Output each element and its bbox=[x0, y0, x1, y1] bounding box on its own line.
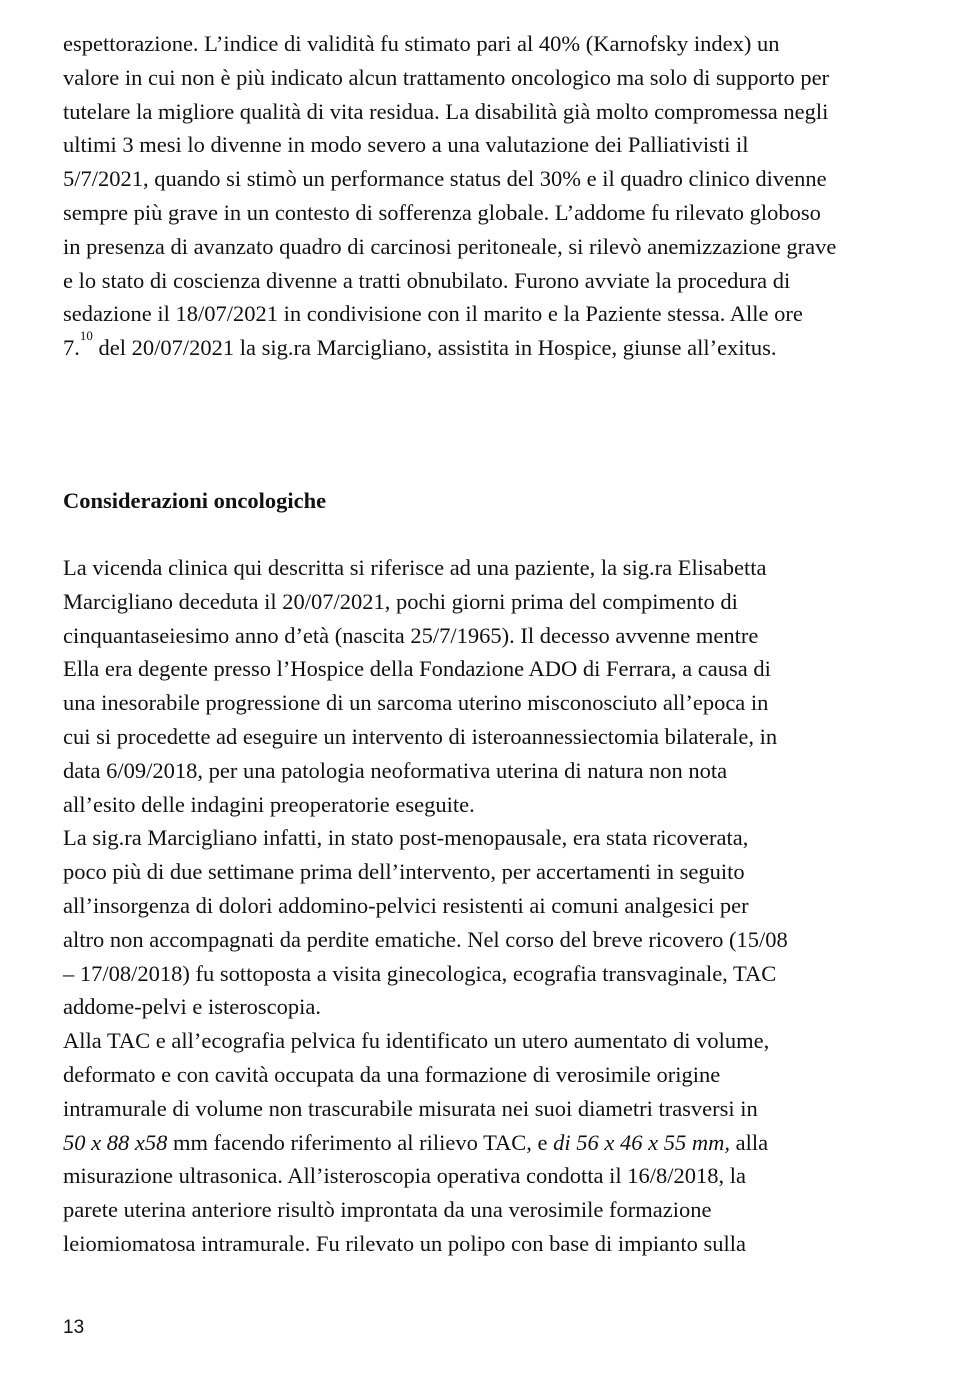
text-line: cinquantaseiesimo anno d’età (nascita 25/7/1965). Il decesso avvenne mentre bbox=[63, 622, 759, 648]
text-line: parete uterina anteriore risultò improntata da una verosimile formazione bbox=[63, 1197, 712, 1223]
text-line-with-italic-measures bbox=[63, 1126, 943, 1160]
intro-paragraph bbox=[63, 27, 943, 365]
text-line: Marcigliano deceduta il 20/07/2021, pochi giorni prima del compimento di bbox=[63, 588, 738, 614]
italic-measure-ultrasound: di 56 x 46 x 55 mm, bbox=[553, 1129, 731, 1155]
text-line: La sig.ra Marcigliano infatti, in stato post-menopausale, era stata ricoverata, bbox=[63, 825, 749, 851]
text-line: addome-pelvi e isteroscopia. bbox=[63, 994, 322, 1020]
page-number: 13 bbox=[63, 1317, 85, 1338]
measure-text-end: alla bbox=[730, 1129, 769, 1155]
text-line: una inesorabile progressione di un sarcoma uterino misconosciuto all’epoca in bbox=[63, 690, 769, 716]
text-line: 5/7/2021, quando si stimò un performance status del 30% e il quadro clinico divenne bbox=[63, 166, 827, 192]
body-paragraphs bbox=[63, 551, 943, 1261]
text-line: Alla TAC e all’ecografia pelvica fu identificato un utero aumentato di volume, bbox=[63, 1028, 770, 1054]
text-line: sedazione il 18/07/2021 in condivisione con il marito e la Paziente stessa. Alle ore bbox=[63, 301, 803, 327]
time-minutes-superscript: 10 bbox=[79, 328, 93, 344]
text-line: leiomiomatosa intramurale. Fu rilevato un polipo con base di impianto sulla bbox=[63, 1230, 746, 1256]
text-line: sempre più grave in un contesto di sofferenza globale. L’addome fu rilevato globoso bbox=[63, 199, 821, 225]
text-line-with-superscript bbox=[63, 328, 943, 365]
text-line: e lo stato di coscienza divenne a tratti obnubilato. Furono avviate la procedura di bbox=[63, 267, 791, 293]
time-hour: 7. bbox=[63, 335, 80, 361]
text-line: valore in cui non è più indicato alcun trattamento oncologico ma solo di supporto per bbox=[63, 64, 830, 90]
text-line: – 17/08/2018) fu sottoposta a visita ginecologica, ecografia transvaginale, TAC bbox=[63, 960, 777, 986]
text-line: ultimi 3 mesi lo divenne in modo severo a una valutazione dei Palliativisti il bbox=[63, 132, 749, 158]
section-heading: Considerazioni oncologiche bbox=[63, 488, 327, 513]
text-line: deformato e con cavità occupata da una formazione di verosimile origine bbox=[63, 1061, 721, 1087]
text-line: data 6/09/2018, per una patologia neoformativa uterina di natura non nota bbox=[63, 757, 728, 783]
text-line: in presenza di avanzato quadro di carcinosi peritoneale, si rilevò anemizzazione grave bbox=[63, 233, 837, 259]
text-line: misurazione ultrasonica. All’isteroscopia operativa condotta il 16/8/2018, la bbox=[63, 1163, 746, 1189]
text-line: tutelare la migliore qualità di vita residua. La disabilità già molto compromessa negli bbox=[63, 98, 829, 124]
text-line: La vicenda clinica qui descritta si riferisce ad una paziente, la sig.ra Elisabetta bbox=[63, 555, 767, 580]
text-line: altro non accompagnati da perdite ematiche. Nel corso del breve ricovero (15/08 bbox=[63, 926, 788, 952]
text-line: poco più di due settimane prima dell’intervento, per accertamenti in seguito bbox=[63, 859, 745, 885]
text-line: cui si procedette ad eseguire un intervento di isteroannessiectomia bilaterale, in bbox=[63, 723, 778, 749]
measure-text: mm facendo riferimento al rilievo TAC, e bbox=[167, 1129, 554, 1155]
text-line: all’insorgenza di dolori addomino-pelvici resistenti ai comuni analgesici per bbox=[63, 892, 749, 918]
text-line: espettorazione. L’indice di validità fu stimato pari al 40% (Karnofsky index) un bbox=[63, 31, 780, 56]
text-line: intramurale di volume non trascurabile misurata nei suoi diametri trasversi in bbox=[63, 1095, 758, 1121]
italic-measure-tac: 50 x 88 x58 bbox=[63, 1129, 168, 1155]
text-line-remainder: del 20/07/2021 la sig.ra Marcigliano, assistita in Hospice, giunse all’exitus. bbox=[92, 335, 777, 361]
text-line: all’esito delle indagini preoperatorie eseguite. bbox=[63, 791, 475, 817]
text-line: Ella era degente presso l’Hospice della Fondazione ADO di Ferrara, a causa di bbox=[63, 656, 771, 682]
